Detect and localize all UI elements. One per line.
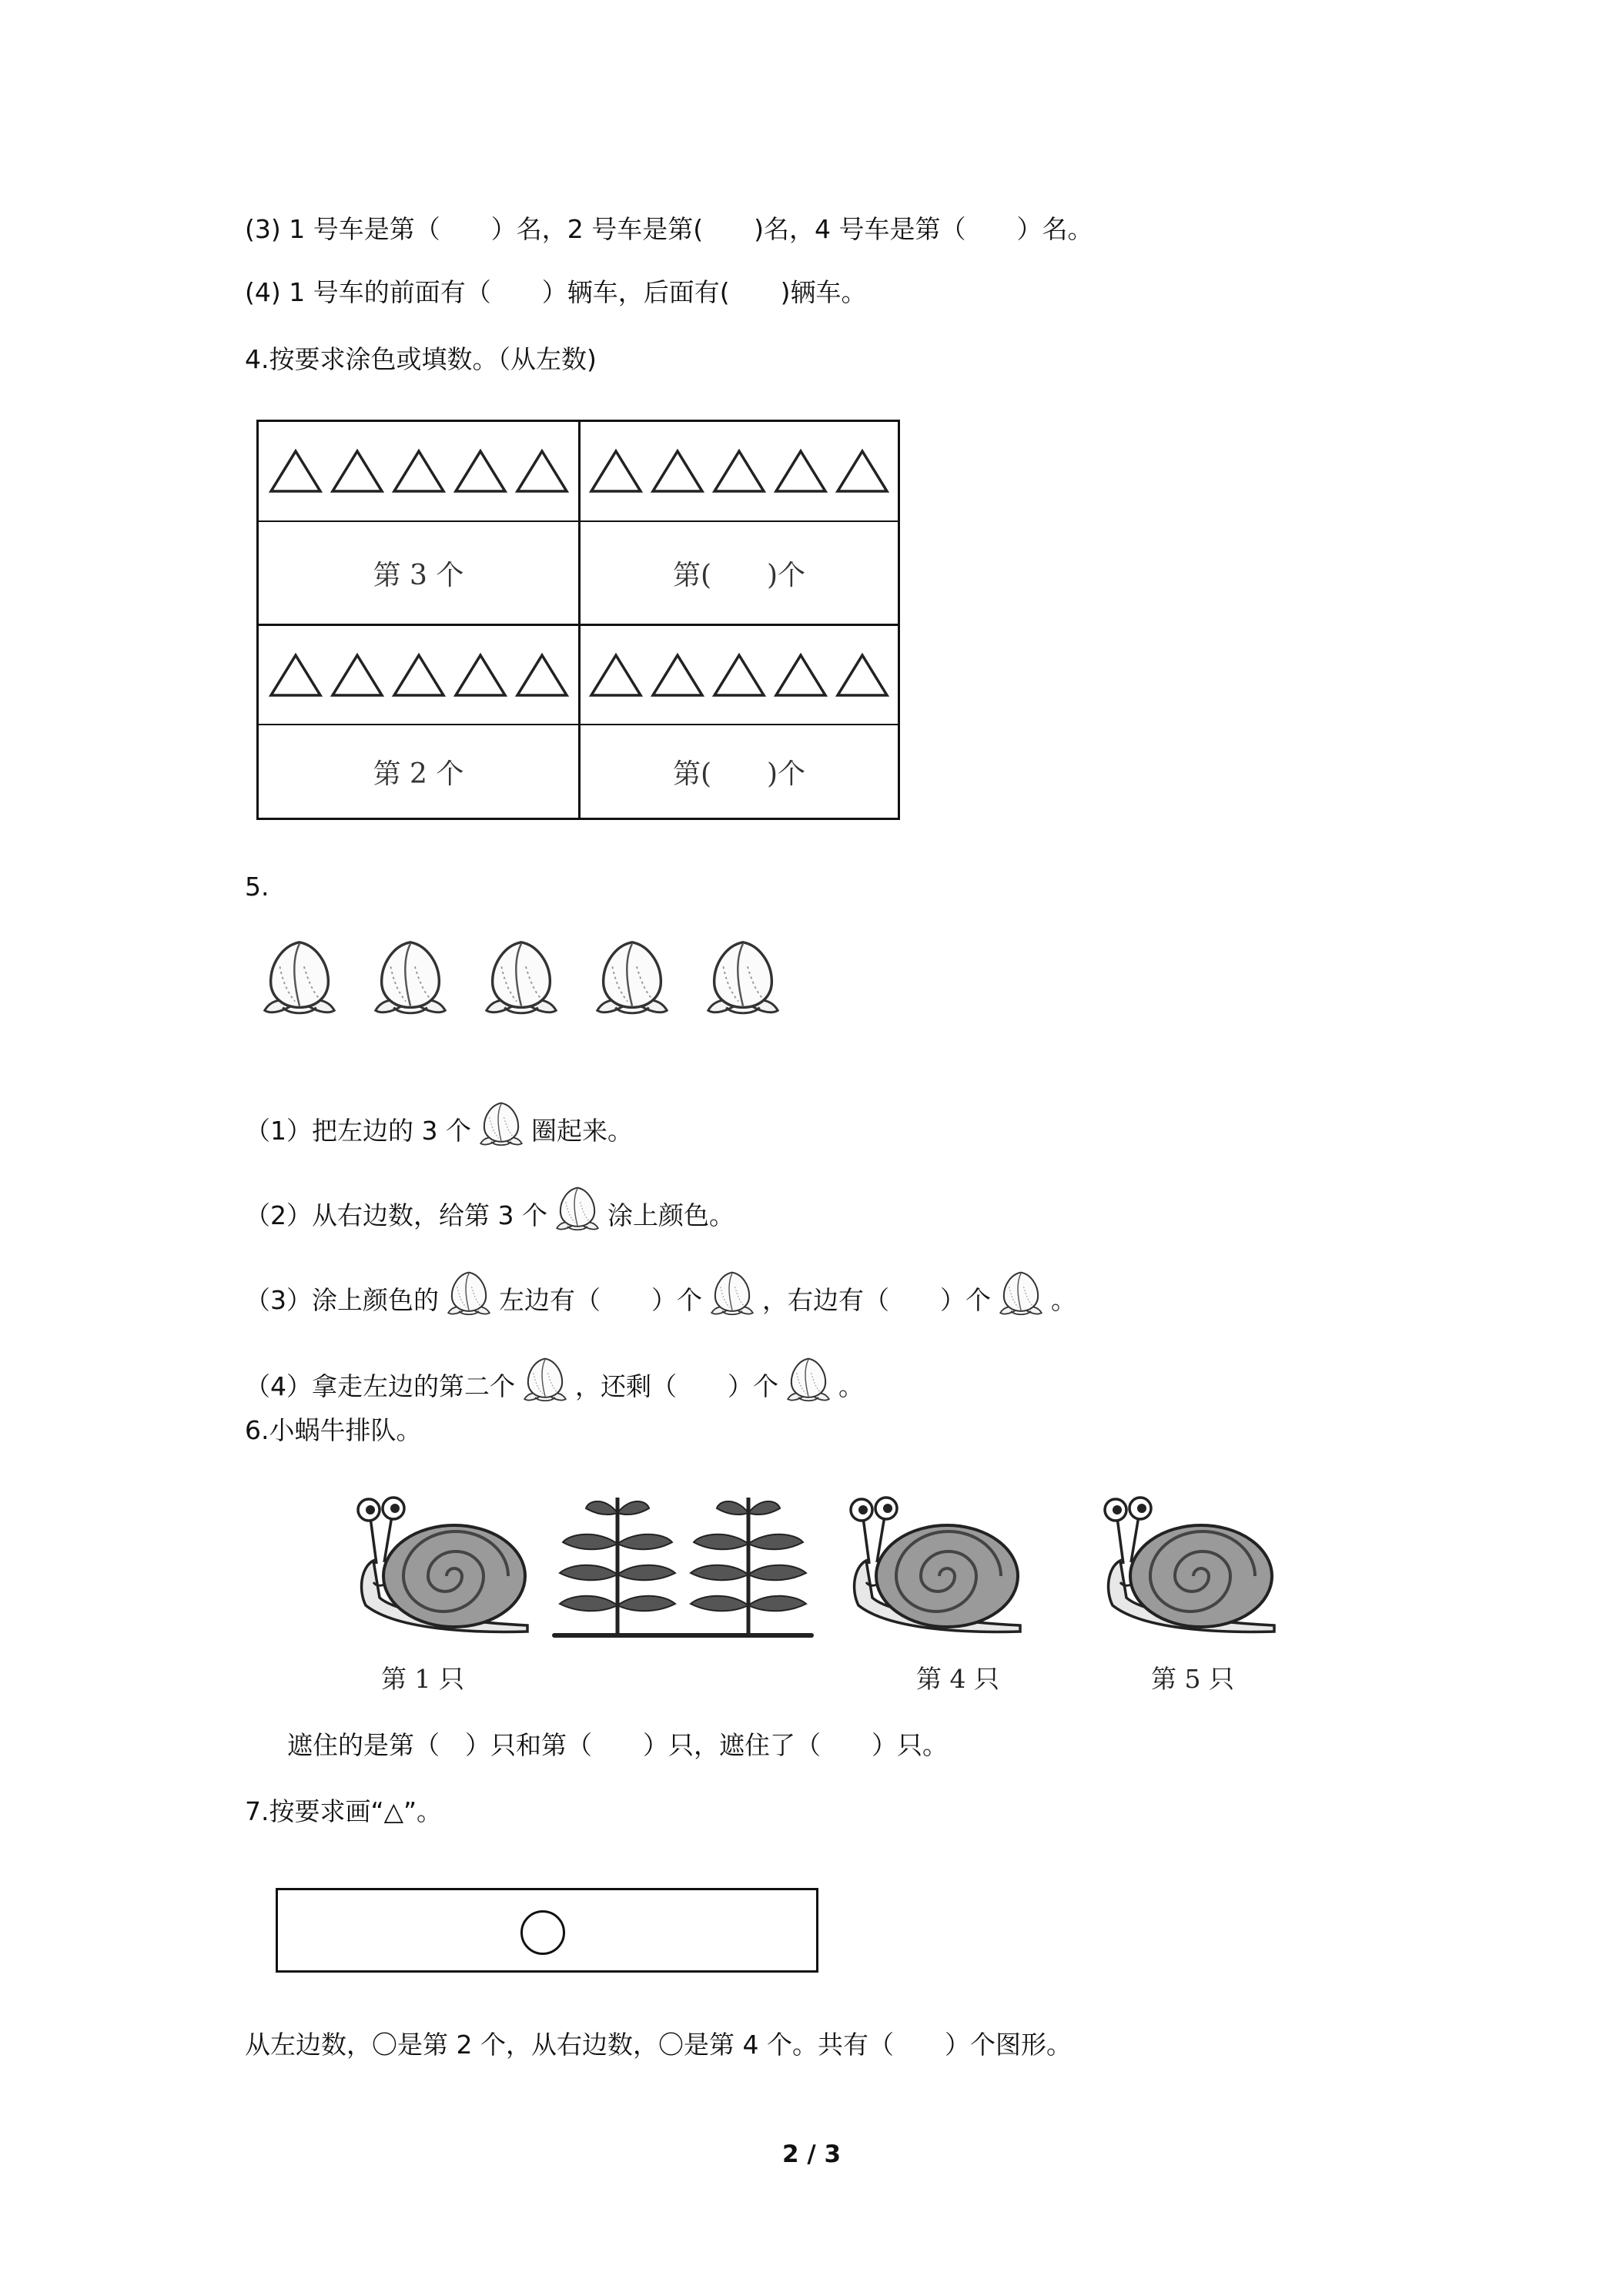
q5-item-3-right-count: ，右边有（ ）个 [762, 1285, 991, 1315]
triangle-outline-icon[interactable] [711, 651, 767, 700]
triangle-cell-3[interactable] [259, 626, 578, 724]
plant-icon [552, 1490, 683, 1644]
snail-scene [350, 1490, 1297, 1644]
snail-icon [843, 1490, 1028, 1644]
plant-icon [683, 1490, 814, 1644]
q5-item-2 [245, 1184, 735, 1238]
triangle-outline-icon[interactable] [588, 447, 644, 496]
triangle-outline-icon[interactable] [268, 651, 323, 700]
snail-icon [350, 1490, 535, 1644]
peach-icon [991, 1269, 1051, 1323]
triangle-outline-icon[interactable] [453, 651, 508, 700]
triangle-outline-icon[interactable] [391, 447, 447, 496]
shape-box[interactable] [276, 1888, 818, 1973]
snail-label-1: 第 1 只 [381, 1664, 464, 1694]
snail-label-4: 第 4 只 [916, 1664, 999, 1694]
cell-label: 第( )个 [672, 559, 806, 591]
q3-item-4: (4) 1 号车的前面有（ ）辆车，后面有( )辆车。 [245, 277, 867, 307]
triangle-outline-icon[interactable] [330, 651, 385, 700]
triangle-outline-icon[interactable] [588, 651, 644, 700]
peach-icon[interactable] [365, 935, 456, 1028]
label-cell-4[interactable] [581, 725, 898, 818]
peach-icon [471, 1099, 531, 1153]
q5-item-3 [245, 1269, 1076, 1323]
cell-label: 第( )个 [672, 758, 806, 790]
q5-item-1-text: （1）把左边的 3 个 [245, 1116, 471, 1146]
q5-title: 5. [245, 872, 269, 902]
triangle-outline-icon[interactable] [453, 447, 508, 496]
peach-icon [515, 1355, 575, 1409]
cell-label: 第 3 个 [373, 559, 464, 591]
page-number: 2 / 3 [781, 2140, 842, 2168]
peach-icon[interactable] [587, 935, 678, 1028]
peach-icon [702, 1269, 762, 1323]
triangle-table [256, 420, 900, 820]
q5-item-1-text-end: 圈起来。 [530, 1116, 633, 1146]
triangle-cell-1[interactable] [259, 422, 578, 520]
triangle-outline-icon[interactable] [268, 447, 323, 496]
triangle-cell-2[interactable] [581, 422, 898, 520]
triangle-outline-icon[interactable] [773, 651, 828, 700]
label-cell-3 [259, 725, 578, 818]
q5-item-3-left-count: 左边有（ ）个 [499, 1285, 702, 1315]
q5-item-4 [245, 1355, 864, 1409]
snail-icon [1097, 1490, 1282, 1644]
peach-icon [439, 1269, 499, 1323]
cell-label: 第 2 个 [373, 758, 464, 790]
q5-item-4-remain: ，还剩（ ）个 [575, 1371, 778, 1401]
peach-row [254, 935, 788, 1028]
circle-icon [520, 1910, 565, 1955]
triangle-outline-icon[interactable] [650, 651, 705, 700]
q5-item-4-end: 。 [838, 1371, 864, 1401]
q4-title: 4.按要求涂色或填数。（从左数) [245, 344, 597, 374]
peach-icon[interactable] [476, 935, 567, 1028]
q5-item-2-text-end: 涂上颜色。 [607, 1200, 735, 1230]
peach-icon [547, 1184, 607, 1238]
triangle-outline-icon[interactable] [711, 447, 767, 496]
q7-title: 7.按要求画“△”。 [245, 1796, 443, 1826]
peach-icon [778, 1355, 838, 1409]
q7-question: 从左边数，〇是第 2 个，从右边数，〇是第 4 个。共有（ ）个图形。 [245, 2030, 1072, 2060]
q5-item-3-text: （3）涂上颜色的 [245, 1285, 439, 1315]
peach-icon[interactable] [698, 935, 788, 1028]
q6-title: 6.小蜗牛排队。 [245, 1415, 422, 1445]
q5-item-3-end: 。 [1051, 1285, 1076, 1315]
snail-label-5: 第 5 只 [1151, 1664, 1234, 1694]
label-cell-1 [259, 522, 578, 624]
q6-question: 遮住的是第（ ）只和第（ ）只，遮住了（ ）只。 [287, 1730, 948, 1760]
triangle-outline-icon[interactable] [773, 447, 828, 496]
q5-item-4-text: （4）拿走左边的第二个 [245, 1371, 515, 1401]
q5-item-1 [245, 1099, 633, 1153]
triangle-outline-icon[interactable] [391, 651, 447, 700]
q3-item-3: (3) 1 号车是第（ ）名，2 号车是第( )名，4 号车是第（ ）名。 [245, 214, 1093, 244]
label-cell-2[interactable] [581, 522, 898, 624]
triangle-outline-icon[interactable] [514, 651, 570, 700]
triangle-outline-icon[interactable] [650, 447, 705, 496]
triangle-outline-icon[interactable] [835, 447, 890, 496]
triangle-cell-4[interactable] [581, 626, 898, 724]
peach-icon[interactable] [254, 935, 345, 1028]
q5-item-2-text: （2）从右边数，给第 3 个 [245, 1200, 547, 1230]
triangle-outline-icon[interactable] [835, 651, 890, 700]
triangle-outline-icon[interactable] [330, 447, 385, 496]
triangle-outline-icon[interactable] [514, 447, 570, 496]
